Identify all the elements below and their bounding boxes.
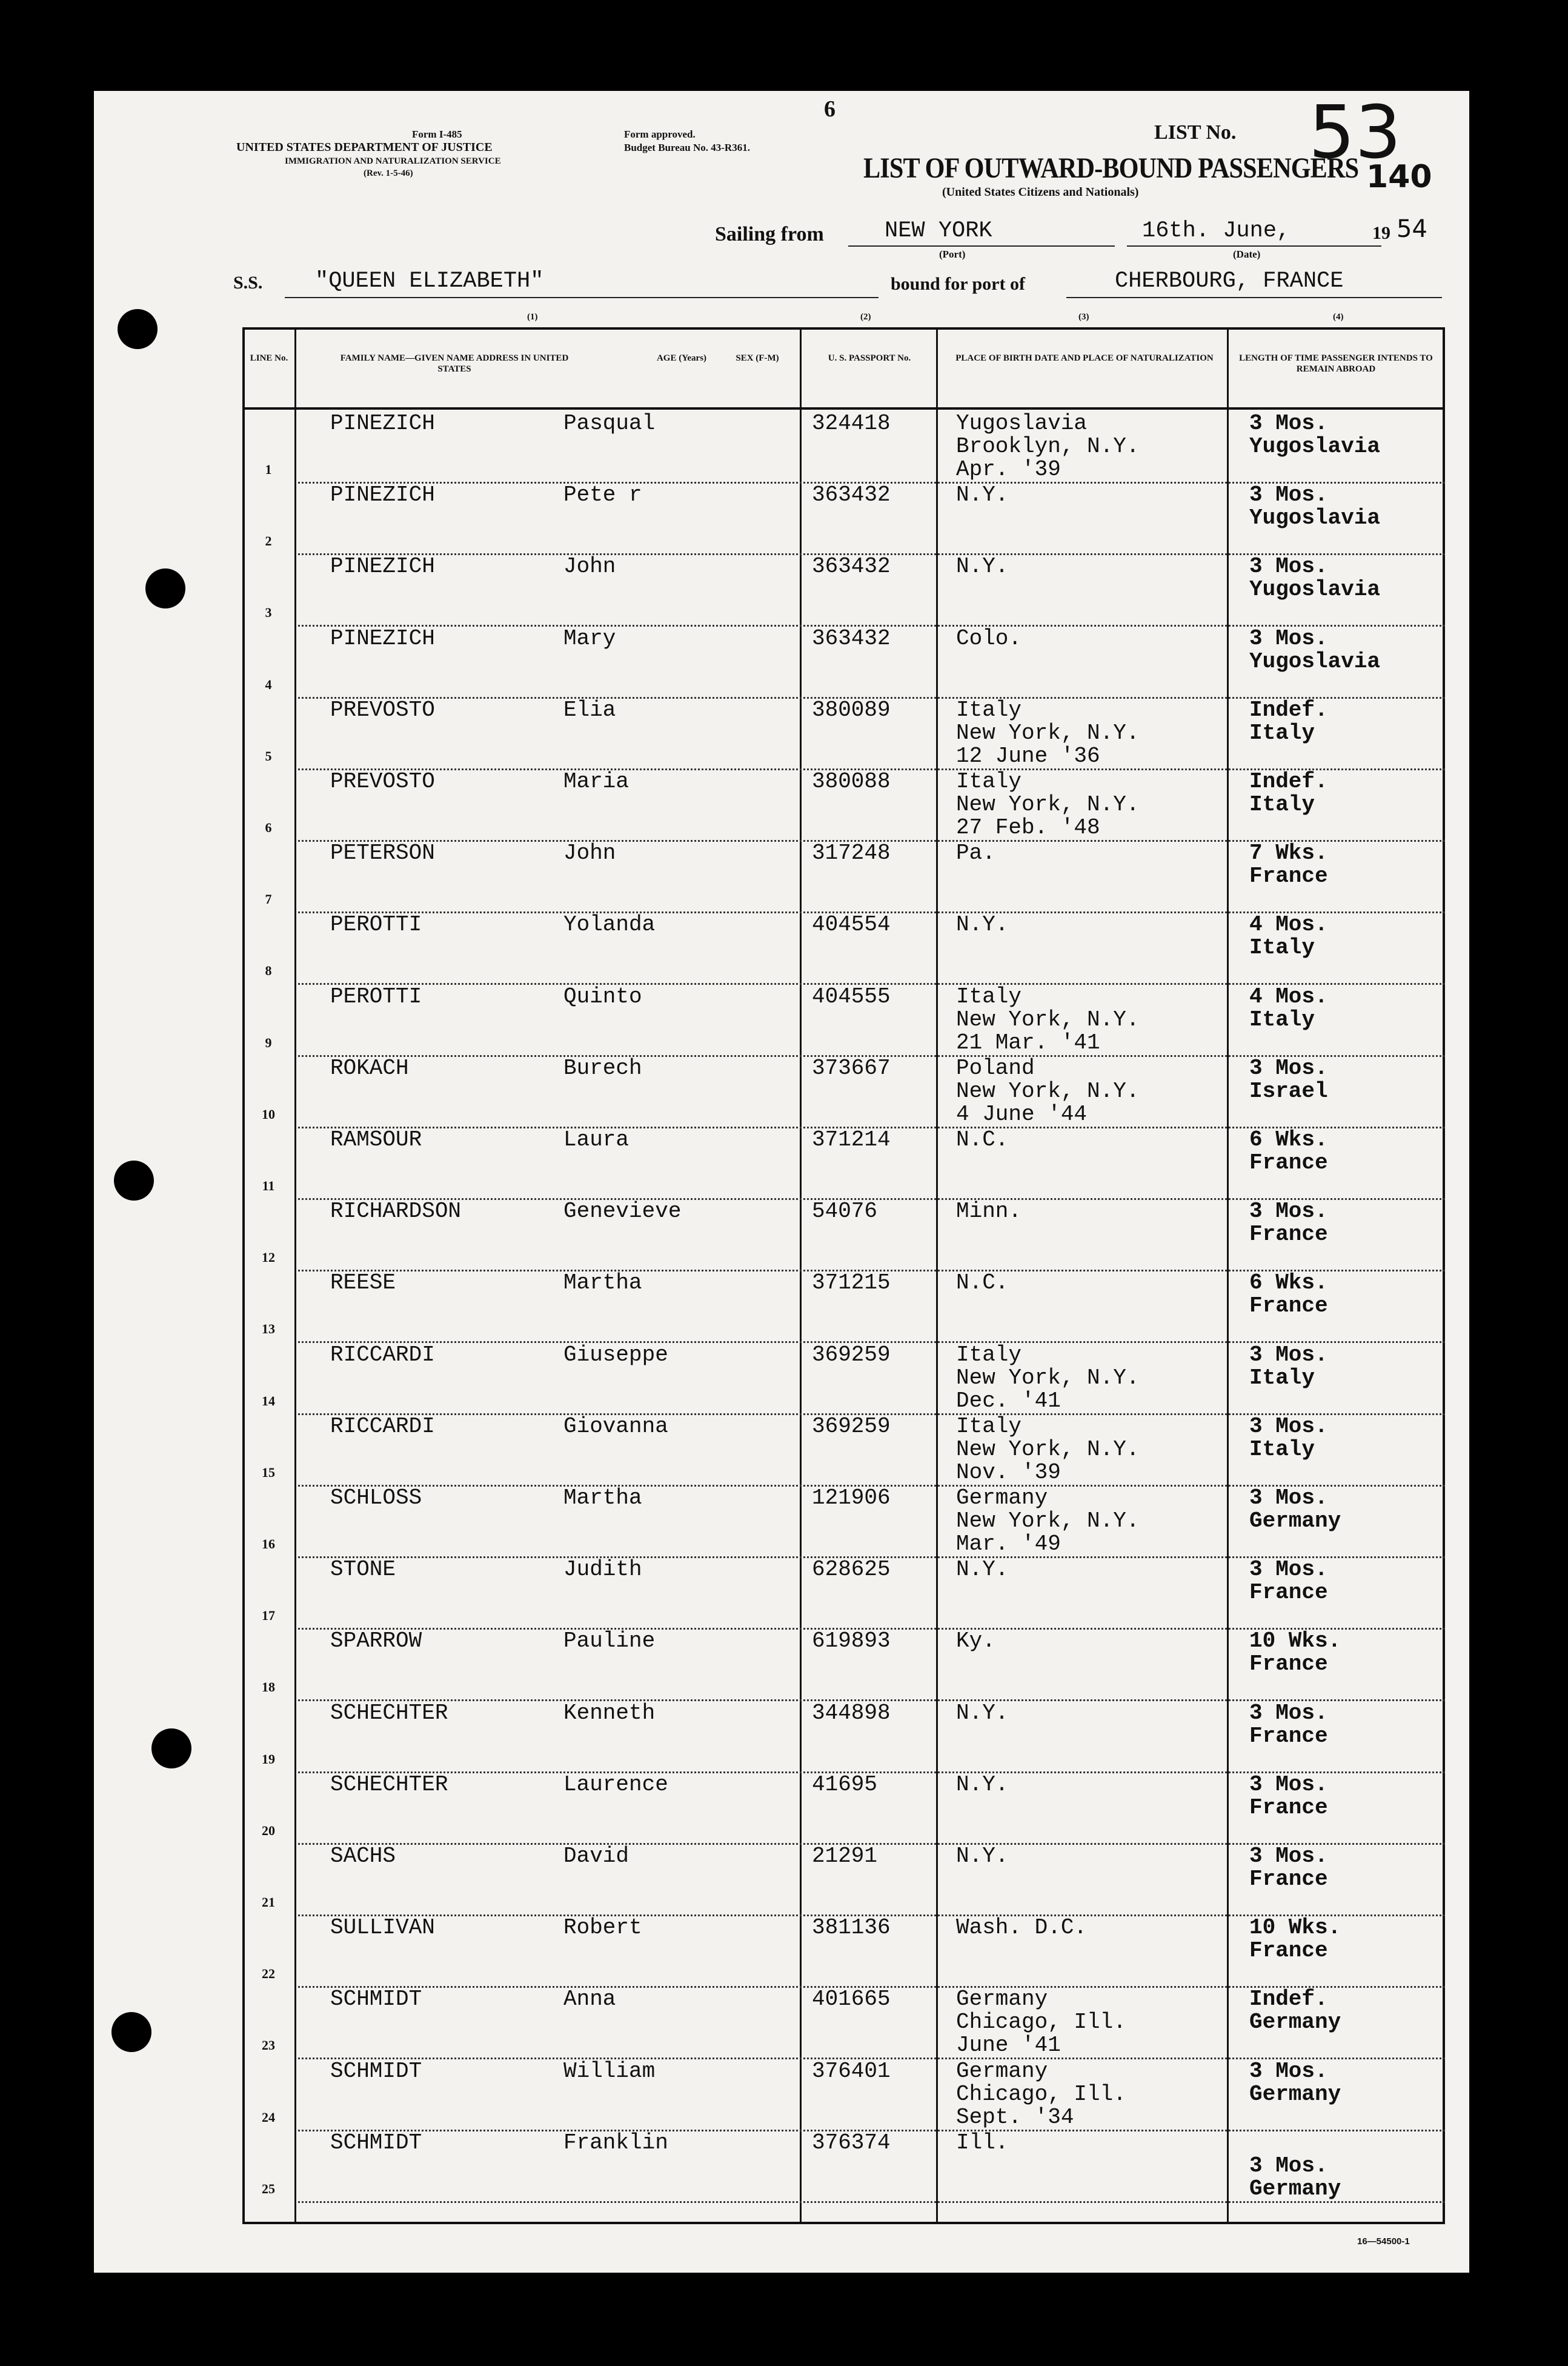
length-of-stay: 3 Mos. Germany bbox=[1249, 2058, 1341, 2107]
port-line bbox=[848, 245, 1115, 247]
passport-number: 41695 bbox=[812, 1771, 878, 1797]
family-name: SCHECHTER bbox=[330, 1700, 448, 1725]
passport-number: 619893 bbox=[812, 1628, 891, 1654]
given-name: Pasqual bbox=[563, 411, 656, 436]
passport-number: 317248 bbox=[812, 841, 891, 866]
family-name: PINEZICH bbox=[330, 554, 435, 579]
port-value: NEW YORK bbox=[885, 218, 992, 244]
passport-number: 324418 bbox=[812, 411, 891, 436]
table-row bbox=[242, 1702, 1445, 1773]
given-name: John bbox=[563, 841, 616, 866]
family-name: RICCARDI bbox=[330, 1413, 435, 1439]
length-of-stay: 3 Mos. France bbox=[1249, 1844, 1328, 1891]
given-name: Judith bbox=[563, 1557, 642, 1582]
length-of-stay: 10 Wks. France bbox=[1249, 1628, 1341, 1677]
place-of-birth: Pa. bbox=[956, 841, 995, 866]
table-row bbox=[242, 1773, 1445, 1845]
header-rule bbox=[242, 407, 1445, 410]
line-number: 11 bbox=[262, 1178, 275, 1193]
given-name: Elia bbox=[563, 697, 616, 722]
given-name: David bbox=[563, 1844, 630, 1868]
column-number-4: (4) bbox=[1333, 312, 1344, 322]
passport-number: 404554 bbox=[812, 912, 891, 938]
family-name: STONE bbox=[330, 1557, 396, 1582]
line-number: 24 bbox=[262, 2109, 275, 2125]
family-name: RAMSOUR bbox=[330, 1127, 422, 1152]
line-number: 13 bbox=[262, 1321, 275, 1337]
table-row bbox=[242, 913, 1445, 985]
given-name: Pauline bbox=[563, 1628, 656, 1654]
family-name: SCHMIDT bbox=[330, 2058, 422, 2084]
table-row bbox=[242, 555, 1445, 627]
family-name: PINEZICH bbox=[330, 482, 435, 508]
given-name: John bbox=[563, 554, 616, 579]
length-of-stay: Indef. Italy bbox=[1249, 697, 1328, 745]
family-name: SCHMIDT bbox=[330, 1987, 422, 2012]
passport-number: 380088 bbox=[812, 769, 891, 794]
column-header-sex: SEX (F-M) bbox=[736, 353, 779, 363]
passport-number: 373667 bbox=[812, 1055, 891, 1081]
length-of-stay: 3 Mos. Germany bbox=[1249, 1485, 1341, 1533]
page-mark: 6 bbox=[824, 96, 835, 122]
family-name: SULLIVAN bbox=[330, 1915, 435, 1941]
table-row bbox=[242, 1200, 1445, 1271]
date-caption: (Date) bbox=[1233, 248, 1261, 260]
line-number: 19 bbox=[262, 1751, 275, 1767]
table-row bbox=[242, 627, 1445, 699]
column-number-1: (1) bbox=[527, 312, 538, 322]
length-of-stay: 3 Mos. Yugoslavia bbox=[1249, 411, 1381, 459]
length-of-stay: 3 Mos. Israel bbox=[1249, 1055, 1328, 1104]
family-name: PINEZICH bbox=[330, 411, 435, 436]
ss-label: S.S. bbox=[233, 273, 263, 293]
given-name: Yolanda bbox=[563, 912, 656, 938]
line-number: 6 bbox=[265, 820, 272, 835]
service: IMMIGRATION AND NATURALIZATION SERVICE bbox=[285, 156, 501, 166]
table-row bbox=[242, 2060, 1445, 2131]
place-of-birth: Italy New York, N.Y. 27 Feb. '48 bbox=[956, 769, 1140, 840]
place-of-birth: Ky. bbox=[956, 1628, 995, 1654]
binder-hole bbox=[145, 568, 185, 608]
place-of-birth: Germany Chicago, Ill. Sept. '34 bbox=[956, 2058, 1126, 2130]
page-title: LIST OF OUTWARD-BOUND PASSENGERS bbox=[863, 152, 1359, 184]
length-of-stay: 3 Mos. Yugoslavia bbox=[1249, 625, 1381, 674]
table-row bbox=[242, 2131, 1445, 2203]
line-number: 14 bbox=[262, 1393, 275, 1408]
given-name: Maria bbox=[563, 769, 630, 794]
year-prefix: 19 bbox=[1372, 223, 1390, 243]
year-suffix: 54 bbox=[1397, 215, 1427, 243]
passport-number: 121906 bbox=[812, 1485, 891, 1510]
family-name: PREVOSTO bbox=[330, 697, 435, 722]
length-of-stay: 3 Mos. Yugoslavia bbox=[1249, 554, 1381, 602]
passport-number: 21291 bbox=[812, 1844, 878, 1868]
passport-number: 404555 bbox=[812, 984, 891, 1009]
given-name: Genevieve bbox=[563, 1199, 682, 1224]
form-number: Form I-485 bbox=[412, 128, 462, 140]
given-name: Martha bbox=[563, 1485, 642, 1510]
ship-value: "QUEEN ELIZABETH" bbox=[315, 268, 544, 294]
column-header-age: AGE (Years) bbox=[656, 353, 707, 363]
line-number: 23 bbox=[262, 2038, 275, 2053]
family-name: SCHMIDT bbox=[330, 2130, 422, 2155]
family-name: SCHLOSS bbox=[330, 1485, 422, 1510]
length-of-stay: 7 Wks. France bbox=[1249, 841, 1328, 889]
table-row bbox=[242, 1415, 1445, 1487]
line-number: 9 bbox=[265, 1035, 272, 1050]
passport-number: 54076 bbox=[812, 1199, 878, 1224]
length-of-stay: 10 Wks. France bbox=[1249, 1915, 1341, 1964]
place-of-birth: Colo. bbox=[956, 625, 1022, 651]
given-name: Martha bbox=[563, 1270, 642, 1296]
place-of-birth: N.Y. bbox=[956, 1844, 1009, 1868]
table-row bbox=[242, 484, 1445, 555]
family-name: RICCARDI bbox=[330, 1342, 435, 1367]
place-of-birth: Minn. bbox=[956, 1199, 1022, 1224]
line-number: 1 bbox=[265, 462, 272, 477]
place-of-birth: Italy New York, N.Y. 12 June '36 bbox=[956, 697, 1140, 768]
family-name: PREVOSTO bbox=[330, 769, 435, 794]
column-header-name: FAMILY NAME—GIVEN NAME ADDRESS IN UNITED STATES bbox=[340, 353, 569, 374]
passport-number: 381136 bbox=[812, 1915, 891, 1941]
footer-code: 16—54500-1 bbox=[1357, 2236, 1410, 2247]
table-row bbox=[242, 1487, 1445, 1558]
given-name: Pete r bbox=[563, 482, 642, 508]
passport-number: 369259 bbox=[812, 1342, 891, 1367]
family-name: PEROTTI bbox=[330, 984, 422, 1009]
place-of-birth: Germany New York, N.Y. Mar. '49 bbox=[956, 1485, 1140, 1556]
form-approved: Form approved. bbox=[624, 128, 696, 140]
place-of-birth: Germany Chicago, Ill. June '41 bbox=[956, 1987, 1126, 2058]
page-subtitle: (United States Citizens and Nationals) bbox=[942, 185, 1139, 199]
family-name: REESE bbox=[330, 1270, 396, 1296]
passport-number: 371215 bbox=[812, 1270, 891, 1296]
length-of-stay: 3 Mos. Yugoslavia bbox=[1249, 482, 1381, 531]
bound-label: bound for port of bbox=[891, 274, 1025, 294]
table-row bbox=[242, 985, 1445, 1057]
place-of-birth: N.Y. bbox=[956, 482, 1009, 508]
passport-number: 363432 bbox=[812, 482, 891, 508]
column-header-birth: PLACE OF BIRTH DATE AND PLACE OF NATURALIZATION bbox=[955, 353, 1214, 363]
given-name: William bbox=[563, 2058, 656, 2084]
column-header-line-no: LINE No. bbox=[250, 353, 288, 363]
passport-number: 371214 bbox=[812, 1127, 891, 1152]
table-row bbox=[242, 1845, 1445, 1916]
line-number: 18 bbox=[262, 1679, 275, 1695]
table-row bbox=[242, 1558, 1445, 1630]
table-row bbox=[242, 1128, 1445, 1200]
passport-number: 363432 bbox=[812, 554, 891, 579]
place-of-birth: Yugoslavia Brooklyn, N.Y. Apr. '39 bbox=[956, 411, 1140, 482]
date-line bbox=[1127, 245, 1381, 247]
given-name: Mary bbox=[563, 625, 616, 651]
length-of-stay: 3 Mos. Italy bbox=[1249, 1413, 1328, 1462]
given-name: Giuseppe bbox=[563, 1342, 668, 1367]
table-row bbox=[242, 699, 1445, 770]
date-value: 16th. June, bbox=[1142, 218, 1291, 244]
row-rule bbox=[298, 2201, 1445, 2203]
list-no-value: 53 bbox=[1309, 91, 1401, 175]
table-row bbox=[242, 1916, 1445, 1988]
line-number: 12 bbox=[262, 1250, 275, 1265]
length-of-stay: 4 Mos. Italy bbox=[1249, 912, 1328, 961]
binder-hole bbox=[114, 1161, 154, 1201]
line-number: 16 bbox=[262, 1536, 275, 1551]
place-of-birth: Italy New York, N.Y. Nov. '39 bbox=[956, 1413, 1140, 1485]
place-of-birth: N.Y. bbox=[956, 1557, 1009, 1582]
port-caption: (Port) bbox=[939, 248, 966, 260]
passport-number: 628625 bbox=[812, 1557, 891, 1582]
line-number: 22 bbox=[262, 1966, 275, 1982]
line-number: 20 bbox=[262, 1822, 275, 1838]
line-number: 25 bbox=[262, 2181, 275, 2196]
passport-number: 369259 bbox=[812, 1413, 891, 1439]
place-of-birth: N.Y. bbox=[956, 1771, 1009, 1797]
family-name: SPARROW bbox=[330, 1628, 422, 1654]
given-name: Laura bbox=[563, 1127, 630, 1152]
passport-number: 376401 bbox=[812, 2058, 891, 2084]
given-name: Robert bbox=[563, 1915, 642, 1941]
passport-number: 363432 bbox=[812, 625, 891, 651]
table-row bbox=[242, 1988, 1445, 2059]
table-row bbox=[242, 1057, 1445, 1128]
given-name: Anna bbox=[563, 1987, 616, 2012]
length-of-stay: 6 Wks. France bbox=[1249, 1270, 1328, 1319]
ship-line bbox=[285, 297, 879, 298]
line-number: 15 bbox=[262, 1464, 275, 1480]
place-of-birth: N.Y. bbox=[956, 1700, 1009, 1725]
destination-line bbox=[1066, 297, 1442, 298]
family-name: SACHS bbox=[330, 1844, 396, 1868]
place-of-birth: N.C. bbox=[956, 1270, 1009, 1296]
table-row bbox=[242, 1271, 1445, 1343]
column-header-length: LENGTH OF TIME PASSENGER INTENDS TO REMAIN ABROAD bbox=[1239, 353, 1433, 374]
length-of-stay: 3 Mos. Germany bbox=[1249, 2153, 1341, 2201]
table-row bbox=[242, 412, 1445, 484]
place-of-birth: Italy New York, N.Y. Dec. '41 bbox=[956, 1342, 1140, 1413]
budget-bureau: Budget Bureau No. 43-R361. bbox=[624, 142, 750, 153]
line-number: 3 bbox=[265, 605, 272, 621]
given-name: Burech bbox=[563, 1055, 642, 1081]
passport-number: 380089 bbox=[812, 697, 891, 722]
binder-hole bbox=[118, 309, 158, 349]
length-of-stay: 3 Mos. France bbox=[1249, 1557, 1328, 1605]
length-of-stay: 3 Mos. France bbox=[1249, 1771, 1328, 1820]
table-row bbox=[242, 1630, 1445, 1701]
line-number: 4 bbox=[265, 676, 272, 692]
table-row bbox=[242, 770, 1445, 842]
given-name: Kenneth bbox=[563, 1700, 656, 1725]
family-name: PETERSON bbox=[330, 841, 435, 866]
sailing-from-label: Sailing from bbox=[715, 223, 824, 245]
length-of-stay: 3 Mos. France bbox=[1249, 1700, 1328, 1748]
given-name: Giovanna bbox=[563, 1413, 668, 1439]
binder-hole bbox=[151, 1728, 191, 1768]
family-name: PEROTTI bbox=[330, 912, 422, 938]
line-number: 5 bbox=[265, 748, 272, 764]
department: UNITED STATES DEPARTMENT OF JUSTICE bbox=[236, 141, 493, 154]
length-of-stay: 4 Mos. Italy bbox=[1249, 984, 1328, 1032]
place-of-birth: Poland New York, N.Y. 4 June '44 bbox=[956, 1055, 1140, 1127]
passport-number: 401665 bbox=[812, 1987, 891, 2012]
page-number: 140 bbox=[1366, 159, 1432, 195]
family-name: ROKACH bbox=[330, 1055, 409, 1081]
place-of-birth: Italy New York, N.Y. 21 Mar. '41 bbox=[956, 984, 1140, 1055]
place-of-birth: N.Y. bbox=[956, 554, 1009, 579]
place-of-birth: N.C. bbox=[956, 1127, 1009, 1152]
family-name: SCHECHTER bbox=[330, 1771, 448, 1797]
given-name: Laurence bbox=[563, 1771, 668, 1797]
destination-value: CHERBOURG, FRANCE bbox=[1115, 268, 1344, 294]
given-name: Franklin bbox=[563, 2130, 668, 2155]
line-number: 10 bbox=[262, 1106, 275, 1122]
table-row bbox=[242, 1344, 1445, 1415]
list-no-label: LIST No. bbox=[1154, 121, 1237, 144]
line-number: 8 bbox=[265, 963, 272, 979]
length-of-stay: Indef. Italy bbox=[1249, 769, 1328, 817]
table-row bbox=[242, 842, 1445, 913]
family-name: PINEZICH bbox=[330, 625, 435, 651]
place-of-birth: N.Y. bbox=[956, 912, 1009, 938]
length-of-stay: Indef. Germany bbox=[1249, 1987, 1341, 2035]
line-number: 21 bbox=[262, 1894, 275, 1910]
length-of-stay: 3 Mos. Italy bbox=[1249, 1342, 1328, 1390]
place-of-birth: Ill. bbox=[956, 2130, 1009, 2155]
line-number: 2 bbox=[265, 533, 272, 549]
line-number: 17 bbox=[262, 1608, 275, 1624]
passport-number: 344898 bbox=[812, 1700, 891, 1725]
revision: (Rev. 1-5-46) bbox=[364, 168, 413, 178]
passport-number: 376374 bbox=[812, 2130, 891, 2155]
column-header-passport: U. S. PASSPORT No. bbox=[828, 353, 911, 363]
length-of-stay: 6 Wks. France bbox=[1249, 1127, 1328, 1175]
column-number-3: (3) bbox=[1078, 312, 1089, 322]
length-of-stay: 3 Mos. France bbox=[1249, 1199, 1328, 1247]
given-name: Quinto bbox=[563, 984, 642, 1009]
family-name: RICHARDSON bbox=[330, 1199, 462, 1224]
column-number-2: (2) bbox=[860, 312, 871, 322]
line-number: 7 bbox=[265, 891, 272, 907]
binder-hole bbox=[111, 2012, 151, 2052]
place-of-birth: Wash. D.C. bbox=[956, 1915, 1088, 1941]
